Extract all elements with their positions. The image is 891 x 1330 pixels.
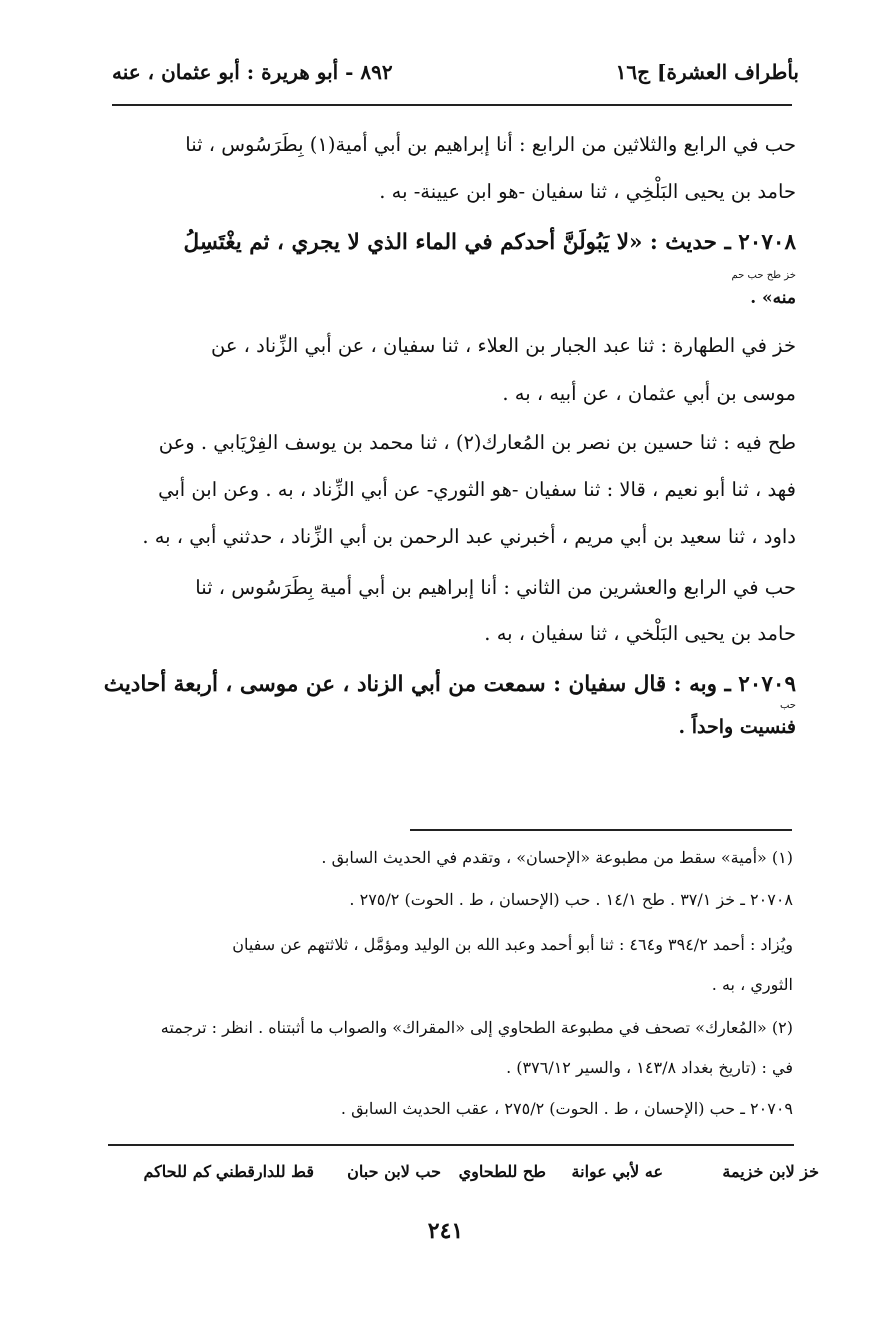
body-line-4: موسى بن أبي عثمان ، عن أبيه ، به . <box>502 382 796 405</box>
abbr-khz: خز لابن خزيمة <box>722 1162 819 1181</box>
footnote-rule <box>410 829 792 831</box>
hadith-20709-margin-sigla: حب <box>779 700 796 711</box>
footnote-2-line-1: (٢) «المُعارك» تصحف في مطبوعة الطحاوي إلى «المقراك» والصواب ما أثبتناه . انظر : ترجمته <box>160 1018 793 1037</box>
body-line-7: داود ، ثنا سعيد بن أبي مريم ، أخبرني عبد الرحمن بن أبي الزِّناد ، حدثني أبي ، به . <box>142 525 796 548</box>
hadith-20708-margin-sigla: خز طح حب حم <box>731 270 796 281</box>
hadith-20709-heading: ٢٠٧٠٩ ـ وبه : قال سفيان : سمعت من أبي الزناد ، عن موسى ، أربعة أحاديث <box>103 672 796 697</box>
body-line-2: حامد بن يحيى البَلْخِي ، ثنا سفيان -هو ابن عيينة- به . <box>379 180 796 203</box>
page-number: ٢٤١ <box>427 1218 464 1244</box>
abbr-qt: قط للدارقطني <box>215 1162 314 1181</box>
body-line-9: حامد بن يحيى البَلْخي ، ثنا سفيان ، به . <box>484 622 796 645</box>
abbr-km: كم للحاكم <box>143 1162 211 1181</box>
running-header-left: ٨٩٢ - أبو هريرة : أبو عثمان ، عنه <box>112 60 393 84</box>
hadith-20708-heading: ٢٠٧٠٨ ـ حديث : «لا يَبُولَنَّ أحدكم في الماء الذي لا يجري ، ثم يغْتَسِلُ <box>183 230 796 255</box>
hadith-20709-heading-end: فنسيت واحداً . <box>678 716 796 738</box>
abbr-ah: عه لأبي عوانة <box>571 1162 663 1181</box>
footnote-source-20708: ٢٠٧٠٨ ـ خز ٣٧/١ . طح ١٤/١ . حب (الإحسان ، ط . الحوت) ٢٧٥/٢ . <box>349 890 793 909</box>
abbr-hb: حب لابن حبان <box>347 1162 441 1181</box>
footnote-source-20709: ٢٠٧٠٩ ـ حب (الإحسان ، ط . الحوت) ٢٧٥/٢ ، عقب الحديث السابق . <box>340 1099 793 1118</box>
footnote-additions-line-1: ويُزاد : أحمد ٣٩٤/٢ و٤٦٤ : ثنا أبو أحمد وعبد الله بن الوليد ومؤمَّل ، ثلاثتهم عن سفيان <box>232 935 793 954</box>
footnote-1: (١) «أمية» سقط من مطبوعة «الإحسان» ، وتقدم في الحديث السابق . <box>321 848 793 867</box>
body-line-3: خز في الطهارة : ثنا عبد الجبار بن العلاء ، ثنا سفيان ، عن أبي الزِّناد ، عن <box>211 334 796 357</box>
body-line-8: حب في الرابع والعشرين من الثاني : أنا إبراهيم بن أبي أمية بِطَرَسُوس ، ثنا <box>195 576 796 599</box>
body-line-5: طح فيه : ثنا حسين بن نصر بن المُعارك(٢) ، ثنا محمد بن يوسف الفِرْيَابي . وعن <box>158 431 796 454</box>
body-line-6: فهد ، ثنا أبو نعيم ، قالا : ثنا سفيان -هو الثوري- عن أبي الزِّناد ، به . وعن ابن أبي <box>158 478 796 501</box>
abbr-th: طح للطحاوي <box>458 1162 546 1181</box>
hadith-20708-heading-end: منه» . <box>750 288 796 308</box>
footnote-additions-line-2: الثوري ، به . <box>711 975 793 994</box>
running-header-right: بأطراف العشرة] ج١٦ <box>615 60 799 84</box>
abbreviations-rule <box>108 1144 794 1146</box>
body-line-1: حب في الرابع والثلاثين من الرابع : أنا إبراهيم بن أبي أمية(١) بِطَرَسُوس ، ثنا <box>185 133 796 156</box>
footnote-2-line-2: في : (تاريخ بغداد ١٤٣/٨ ، والسير ٣٧٦/١٢) . <box>506 1058 793 1077</box>
header-rule <box>112 104 792 106</box>
